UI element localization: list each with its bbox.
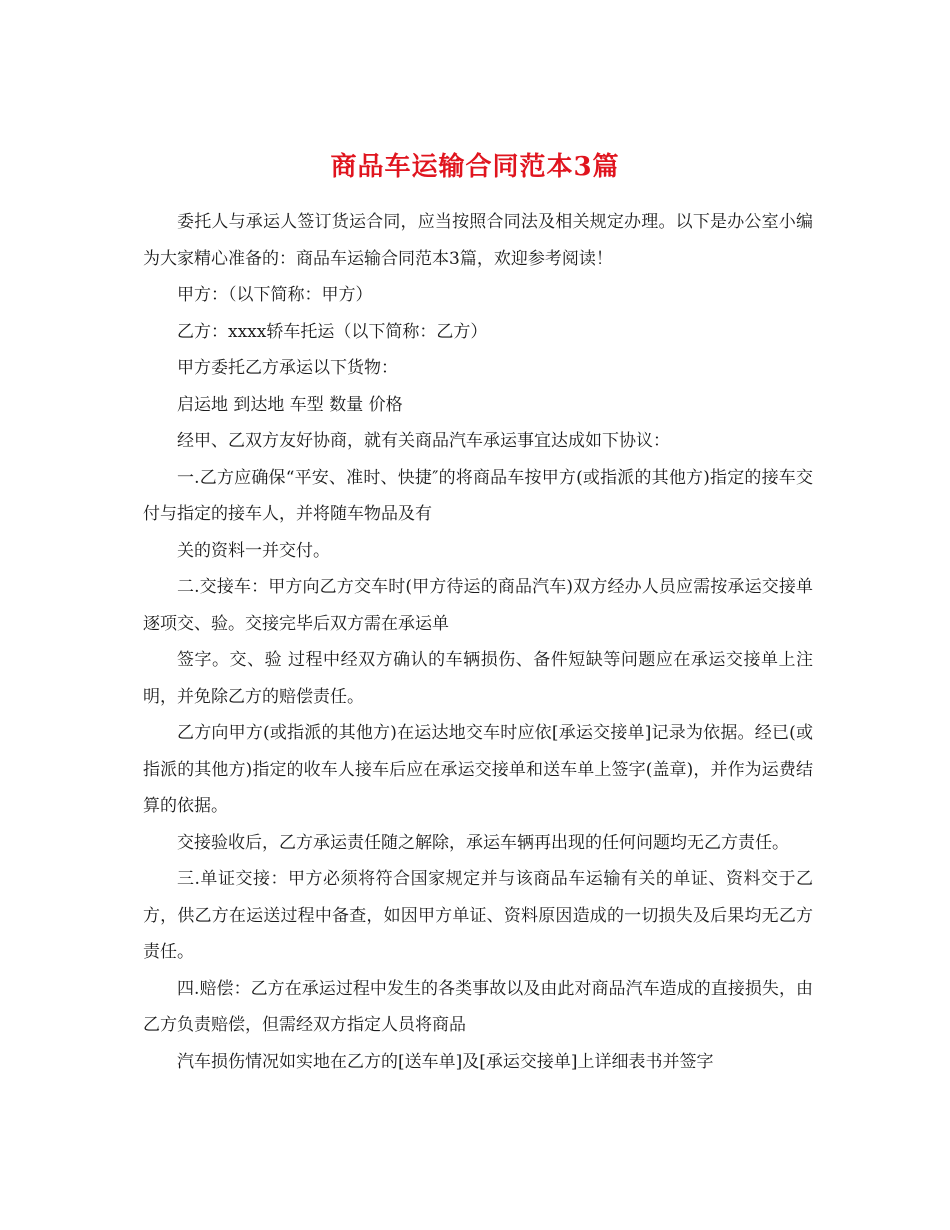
paragraph-clause-4: 四.赔偿：乙方在承运过程中发生的各类事故以及由此对商品汽车造成的直接损失，由乙方负责赔偿，但需经双方指定人员将商品 [143,978,813,1035]
paragraph-party-a: 甲方：（以下简称：甲方） [177,285,373,305]
paragraph-agreement: 经甲、乙双方友好协商，就有关商品汽车承运事宜达成如下协议： [177,431,670,451]
paragraph-clause-1-cont: 关的资料一并交付。 [177,540,330,561]
paragraph-entrust: 甲方委托乙方承运以下货物： [177,358,398,378]
paragraph-clause-2-cont: 签字。交、验 过程中经双方确认的车辆损伤、备件短缺等问题应在承运交接单上注明，并免除乙方的赔偿责任。 [143,650,813,707]
paragraph-intro: 委托人与承运人签订货运合同，应当按照合同法及相关规定办理。以下是办公室小编为大家精心准备的：商品车运输合同范本3篇，欢迎参考阅读！ [143,212,813,269]
paragraph-clause-3: 三.单证交接：甲方必须将符合国家规定并与该商品车运输有关的单证、资料交于乙方，供乙方在运送过程中备查，如因甲方单证、资料原因造成的一切损失及后果均无乙方责任。 [143,869,813,962]
paragraph-delivery: 乙方向甲方(或指派的其他方)在运达地交车时应依[承运交接单]记录为依据。经已(或指派的其他方)指定的收车人接车后应在承运交接单和送车单上签字(盖章)，并作为运费结算的依据。 [143,723,813,816]
paragraph-clause-2: 二.交接车：甲方向乙方交车时(甲方待运的商品汽车)双方经办人员应需按承运交接单逐项交、验。交接完毕后双方需在承运单 [143,577,813,634]
paragraph-clause-1: 一.乙方应确保“平安、准时、快捷″的将商品车按甲方(或指派的其他方)指定的接车交付与指定的接车人，并将随车物品及有 [143,467,813,524]
paragraph-clause-4-cont: 汽车损伤情况如实地在乙方的[送车单]及[承运交接单]上详细表书并签字 [177,1051,714,1072]
paragraph-goods-header: 启运地 到达地 车型 数量 价格 [177,394,403,415]
document-body [143,204,813,1080]
document-title: 商品车运输合同范本3篇 [330,152,620,183]
paragraph-party-b: 乙方：xxxx轿车托运（以下简称：乙方） [177,321,488,342]
paragraph-liability-release: 交接验收后，乙方承运责任随之解除，承运车辆再出现的任何问题均无乙方责任。 [177,832,789,853]
